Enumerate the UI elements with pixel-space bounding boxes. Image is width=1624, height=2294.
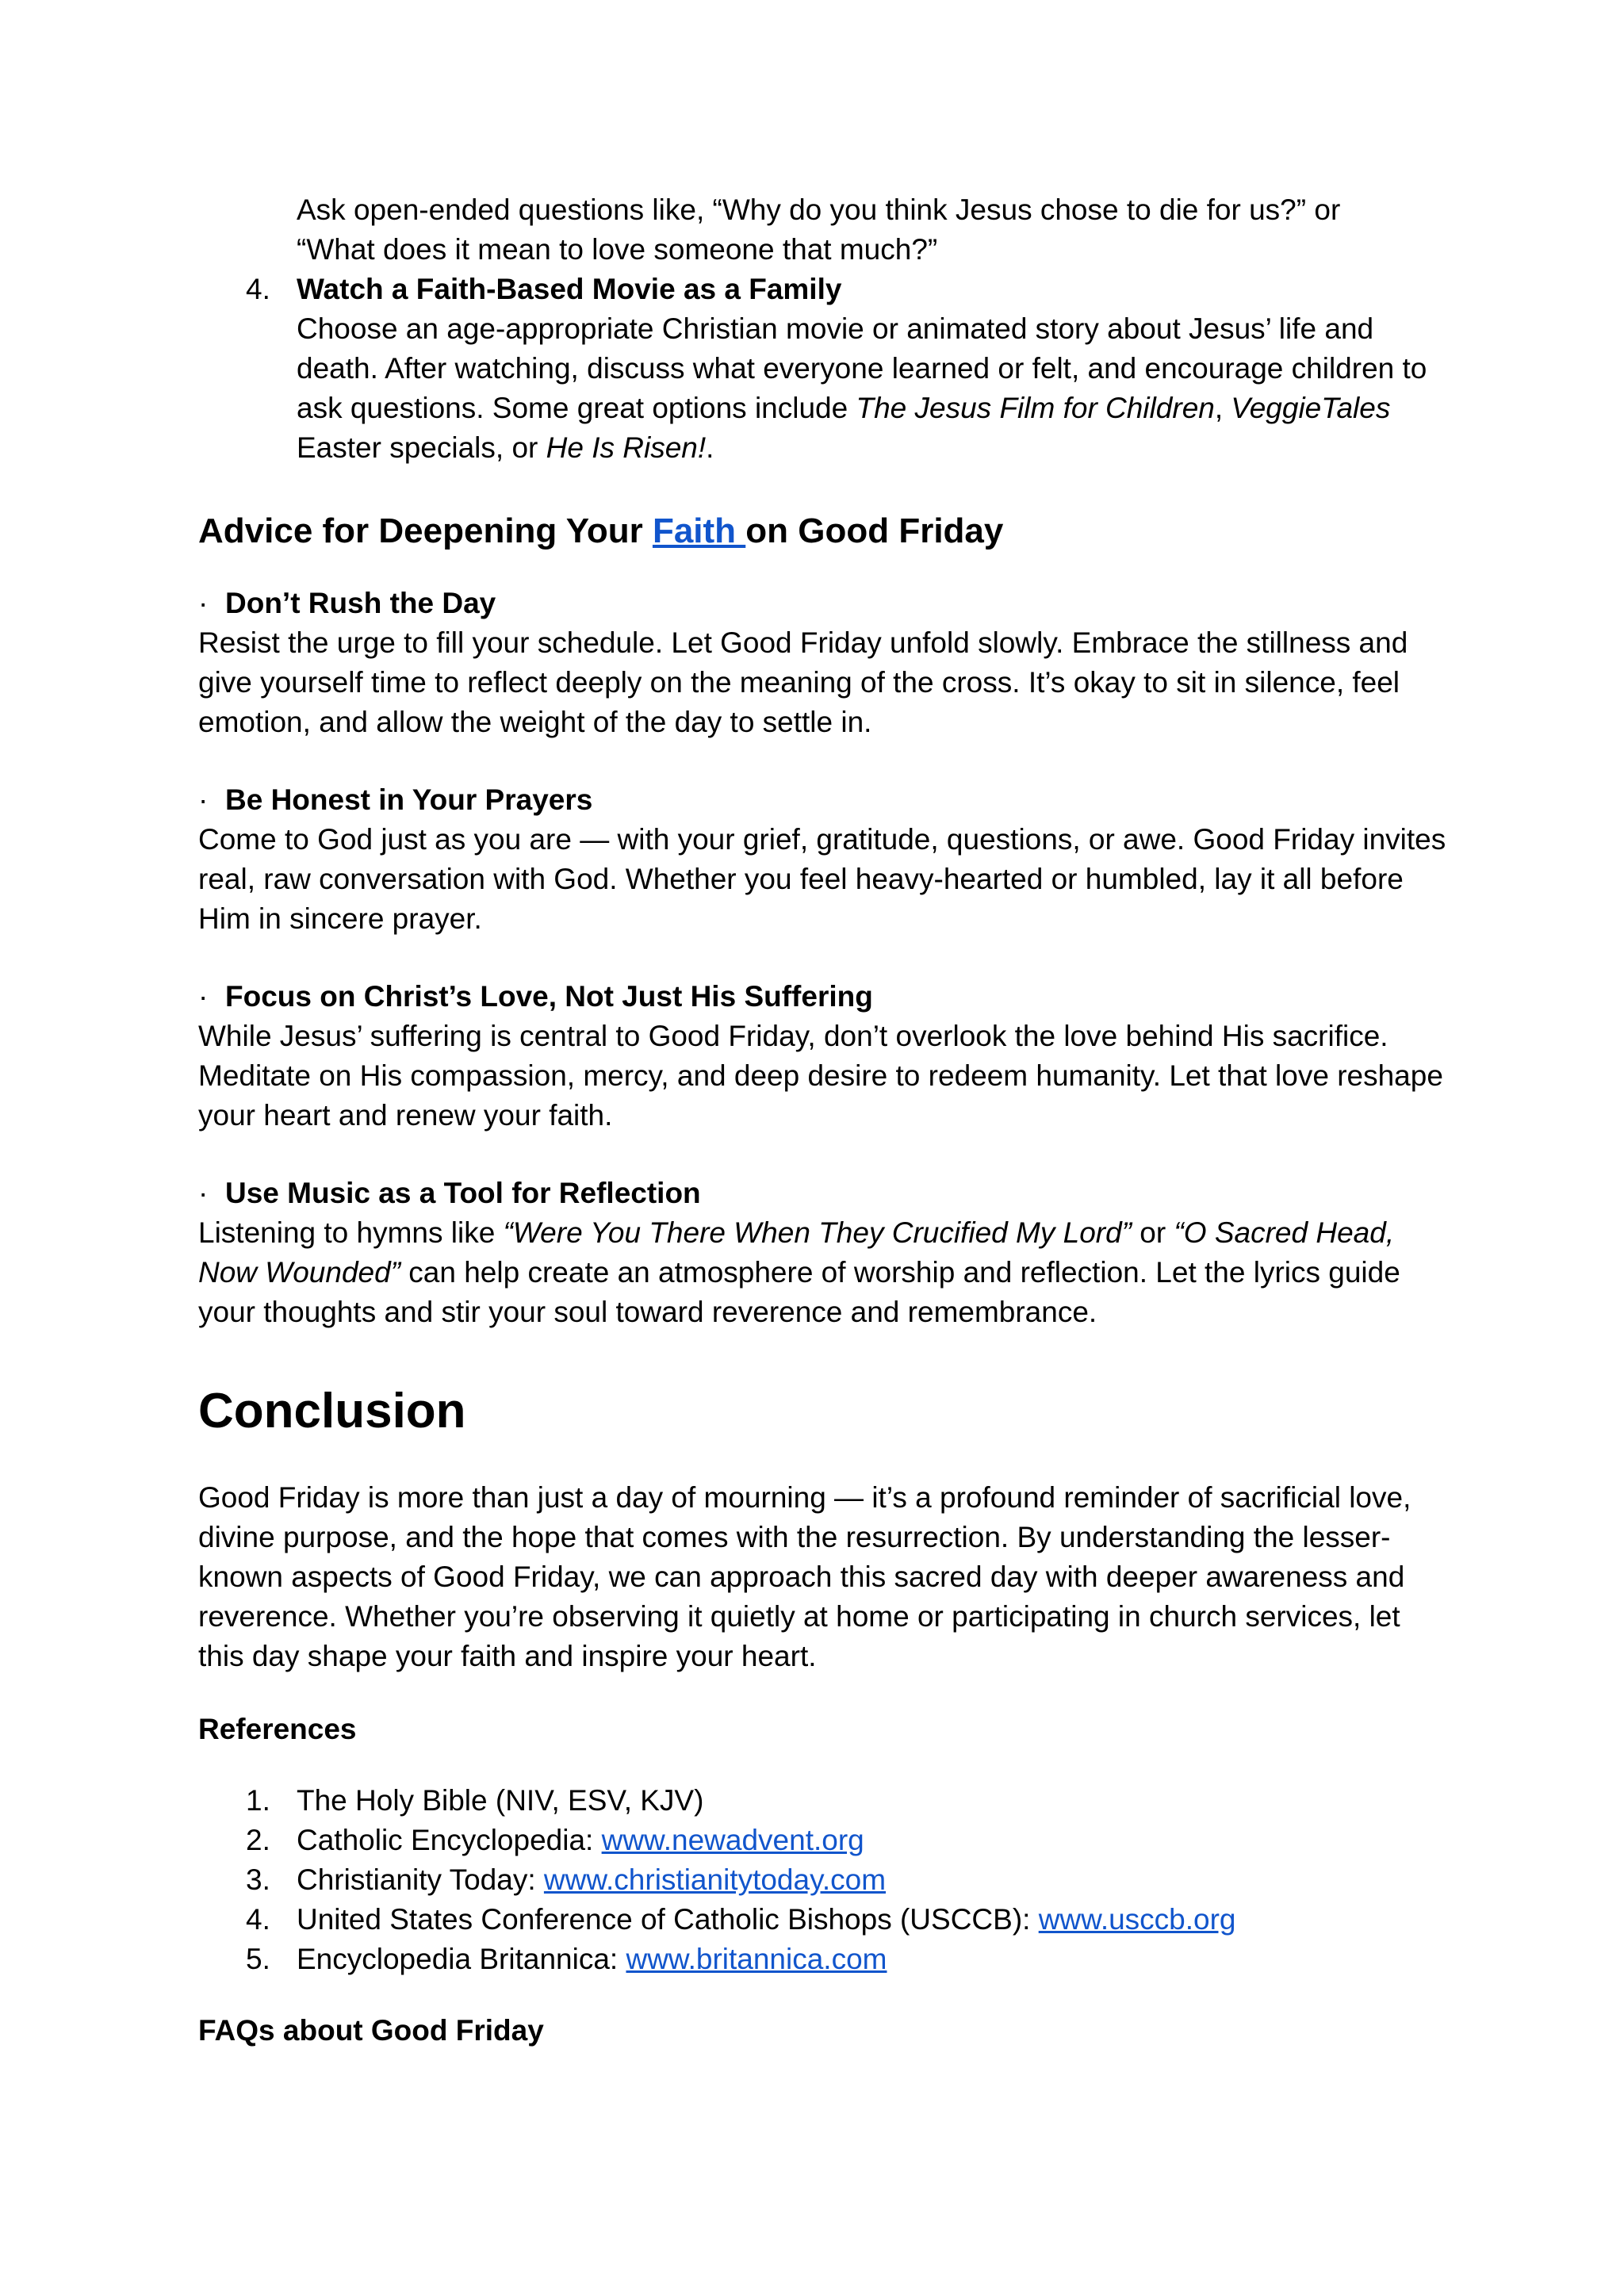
reference-item: 5. Encyclopedia Britannica: www.britannica.com [198,1940,1451,1979]
list-item-4 [198,270,1451,468]
bullet-icon: · [198,980,209,1013]
advice-item-text: Resist the urge to fill your schedule. Let Good Friday unfold slowly. Embrace the stillness and give yourself time to reflect deeply on the meaning of the cross. It’s okay to sit in silence, feel emotion, and allow the weight of the day to settle in. [198,626,1408,738]
section-heading-advice: Advice for Deepening Your Faith on Good Friday [198,511,1004,550]
advice-item [198,977,1451,1136]
usccb-link[interactable]: www.usccb.org [1038,1903,1236,1936]
movie-title: The Jesus Film for Children [856,392,1215,424]
reference-item: 2. Catholic Encyclopedia: www.newadvent.org [198,1821,1451,1860]
references-list [198,1781,1451,1979]
list-number: 1. [246,1784,270,1817]
list-number: 4. [246,273,270,305]
advice-item-title: · Focus on Christ’s Love, Not Just His Suffering [198,977,1451,1017]
list-item-title: Watch a Faith-Based Movie as a Family [297,273,842,305]
advice-item-title: · Be Honest in Your Prayers [198,780,1451,820]
list-number: 5. [246,1943,270,1975]
faqs-heading: FAQs about Good Friday [198,2014,544,2047]
list-item-continuation [198,190,1451,270]
faith-link[interactable]: Faith [652,511,746,550]
britannica-link[interactable]: www.britannica.com [626,1943,887,1975]
hymn-title: “O Sacred Head, Now Wounded” [198,1216,1395,1289]
advice-item [198,780,1451,939]
christianitytoday-link[interactable]: www.christianitytoday.com [543,1863,887,1896]
advice-item-text: Come to God just as you are — with your grief, gratitude, questions, or awe. Good Friday invites real, raw conversation with God. Whether you feel heavy-hearted or humbled, lay it all before Him in sincere prayer. [198,823,1446,935]
conclusion-heading: Conclusion [198,1384,466,1438]
advice-item-text: While Jesus’ suffering is central to Good Friday, don’t overlook the love behind His sacrifice. Meditate on His compassion, mercy, and deep desire to redeem humanity. Let that love reshape your heart and renew your faith. [198,1020,1443,1132]
list-number: 3. [246,1863,270,1896]
hymn-title: “Were You There When They Crucified My Lord” [503,1216,1132,1249]
advice-item [198,1174,1451,1332]
document-page [198,190,1451,2051]
movie-title: He Is Risen! [546,431,707,464]
newadvent-link[interactable]: www.newadvent.org [601,1824,864,1856]
references-heading: References [198,1713,357,1745]
reference-item: 1. The Holy Bible (NIV, ESV, KJV) [198,1781,1451,1821]
advice-item-title: · Use Music as a Tool for Reflection [198,1174,1451,1213]
reference-item: 4. United States Conference of Catholic Bishops (USCCB): www.usccb.org [198,1900,1451,1940]
bullet-icon: · [198,587,209,619]
intro-line-2: “What does it mean to love someone that much?” [297,233,938,266]
list-item-text: Choose an age-appropriate Christian movie or animated story about Jesus’ life and death. After watching, discuss what everyone learned or felt, and encourage children to ask questions. Some great options include The Jesus Film for Children, VeggieTales Easter specials, or He Is Risen!. [297,312,1427,464]
list-number: 2. [246,1824,270,1856]
intro-line-1: Ask open-ended questions like, “Why do you think Jesus chose to die for us?” or [297,193,1341,226]
list-number: 4. [246,1903,270,1936]
bullet-icon: · [198,1177,209,1209]
advice-item-title: · Don’t Rush the Day [198,584,1451,623]
advice-item [198,584,1451,742]
conclusion-text: Good Friday is more than just a day of mourning — it’s a profound reminder of sacrificial love, divine purpose, and the hope that comes with the resurrection. By understanding the lesser-known aspects of Good Friday, we can approach this sacred day with deeper awareness and reverence. Whether you’re observing it quietly at home or participating in church services, let this day shape your faith and inspire your heart. [198,1481,1411,1672]
reference-item: 3. Christianity Today: www.christianitytoday.com [198,1860,1451,1900]
bullet-icon: · [198,783,209,816]
advice-item-text: Listening to hymns like “Were You There When They Crucified My Lord” or “O Sacred Head, Now Wounded” can help create an atmosphere of worship and reflection. Let the lyrics guide your thoughts and stir your soul toward reverence and remembrance. [198,1216,1400,1328]
movie-title: VeggieTales [1231,392,1391,424]
